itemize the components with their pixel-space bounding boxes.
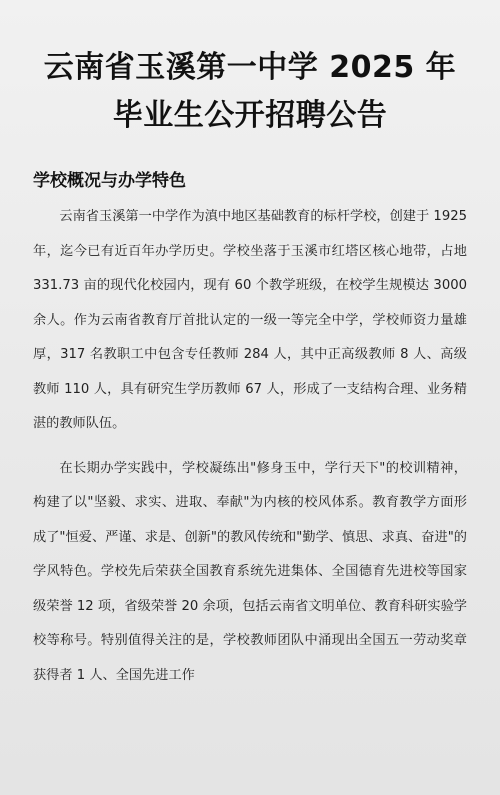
- title-line-1: 云南省玉溪第一中学 2025 年: [43, 50, 457, 85]
- section-heading: 学校概况与办学特色: [33, 171, 186, 191]
- paragraph-1: 云南省玉溪第一中学作为滇中地区基础教育的标杆学校，创建于 1925 年，迄今已有近百年办学历史。学校坐落于玉溪市红塔区核心地带，占地 331.73 亩的现代化校园内，现有 60 个教学班级，在校学生规模达 3000 余人。作为云南省教育厅首批认定的一级一等完全中学，学校师资力量雄厚，317 名教职工中包含专任教师 284 人，其中正高级教师 8 人、高级教师 110 人，具有研究生学历教师 67 人，形成了一支结构合理、业务精湛的教师队伍。: [33, 209, 467, 431]
- document-title: [33, 44, 467, 140]
- title-line-2: 毕业生公开招聘公告: [112, 98, 388, 133]
- paragraph-2: 在长期办学实践中，学校凝练出"修身玉中，学行天下"的校训精神，构建了以"坚毅、求实、进取、奉献"为内核的校风体系。教育教学方面形成了"恒爱、严谨、求是、创新"的教风传统和"勤学、慎思、求真、奋进"的学风特色。学校先后荣获全国教育系统先进集体、全国德育先进校等国家级荣誉 12 项，省级荣誉 20 余项，包括云南省文明单位、教育科研实验学校等称号。特别值得关注的是，学校教师团队中涌现出全国五一劳动奖章获得者 1 人、全国先进工作: [33, 460, 467, 683]
